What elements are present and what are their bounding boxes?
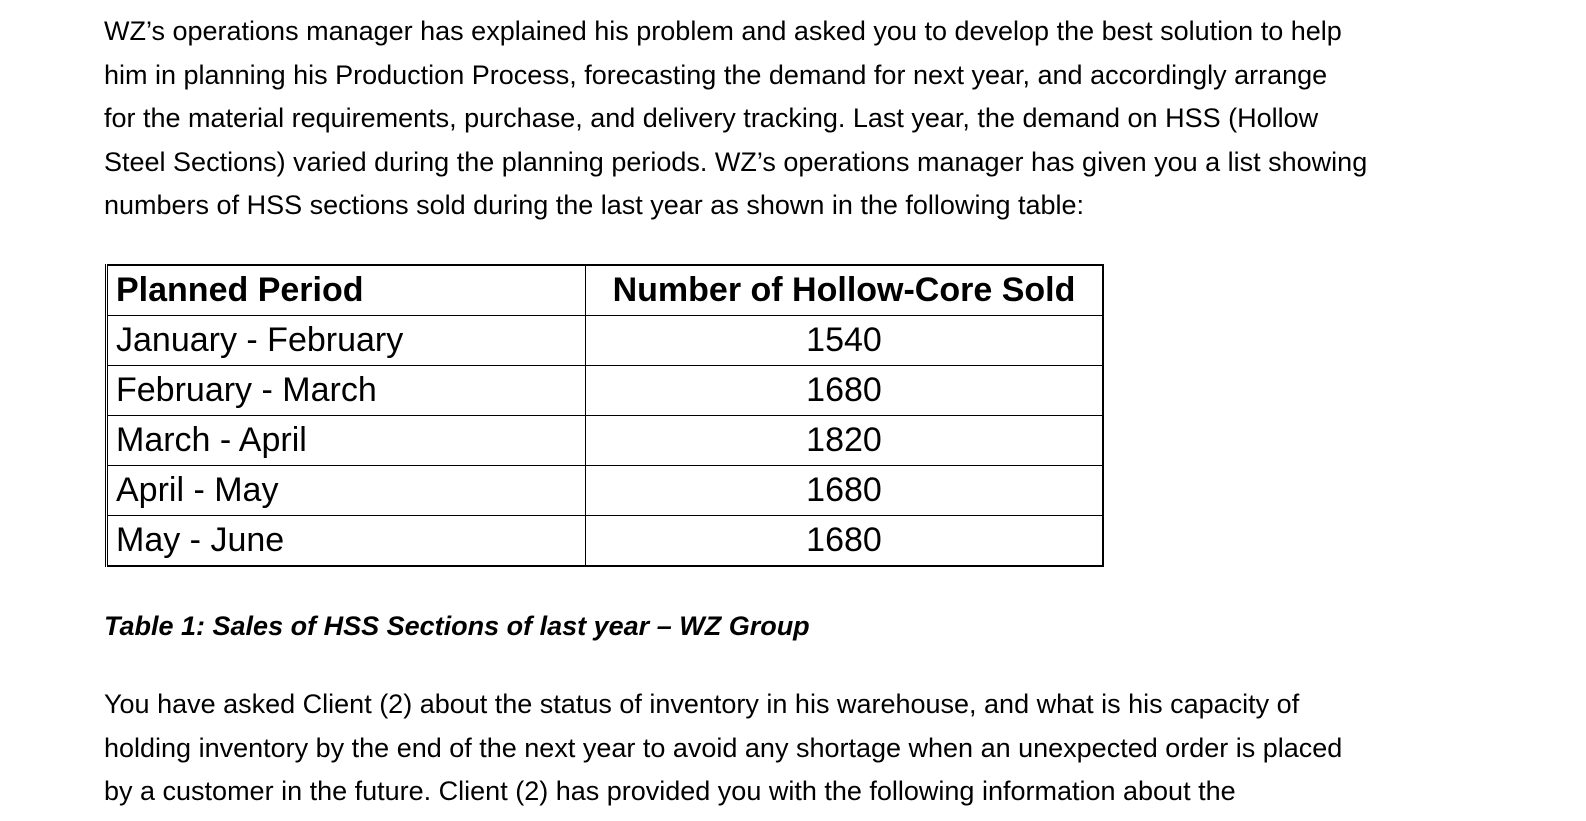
- table-row: [107, 366, 1104, 416]
- intro-line: for the material requirements, purchase, and delivery tracking. Last year, the demand on HSS (Hollow: [104, 103, 1319, 134]
- header-number-sold: Number of Hollow-Core Sold: [586, 265, 1104, 316]
- header-planned-period: Planned Period: [107, 265, 586, 316]
- period-cell: May - June: [107, 516, 586, 567]
- intro-line: WZ’s operations manager has explained his problem and asked you to develop the best solution to help: [104, 16, 1342, 46]
- period-cell: March - April: [107, 416, 586, 466]
- sales-table-container: [105, 264, 1104, 567]
- followup-line: holding inventory by the end of the next year to avoid any shortage when an unexpected order is placed: [104, 732, 1343, 763]
- table-caption: Table 1: Sales of HSS Sections of last year – WZ Group: [104, 611, 810, 641]
- sold-cell: 1540: [586, 316, 1104, 366]
- followup-line: You have asked Client (2) about the status of inventory in his warehouse, and what is his capacity of: [104, 689, 1300, 719]
- period-cell: April - May: [107, 466, 586, 516]
- followup-paragraph: [104, 683, 1504, 814]
- sales-table: [105, 264, 1104, 567]
- table-row: [107, 416, 1104, 466]
- sold-cell: 1680: [586, 366, 1104, 416]
- period-cell: January - February: [107, 316, 586, 366]
- sold-cell: 1820: [586, 416, 1104, 466]
- intro-line: Steel Sections) varied during the planning periods. WZ’s operations manager has given you a list showing: [104, 146, 1368, 177]
- table-row: [107, 316, 1104, 366]
- intro-line: numbers of HSS sections sold during the last year as shown in the following table:: [104, 190, 1085, 221]
- table-row: [107, 516, 1104, 567]
- table-header-row: [107, 265, 1104, 316]
- table-row: [107, 466, 1104, 516]
- followup-line: by a customer in the future. Client (2) has provided you with the following information about the: [104, 776, 1236, 807]
- period-cell: February - March: [107, 366, 586, 416]
- intro-line: him in planning his Production Process, forecasting the demand for next year, and accordingly arrange: [104, 59, 1328, 90]
- intro-paragraph: [104, 10, 1504, 228]
- sold-cell: 1680: [586, 516, 1104, 567]
- sold-cell: 1680: [586, 466, 1104, 516]
